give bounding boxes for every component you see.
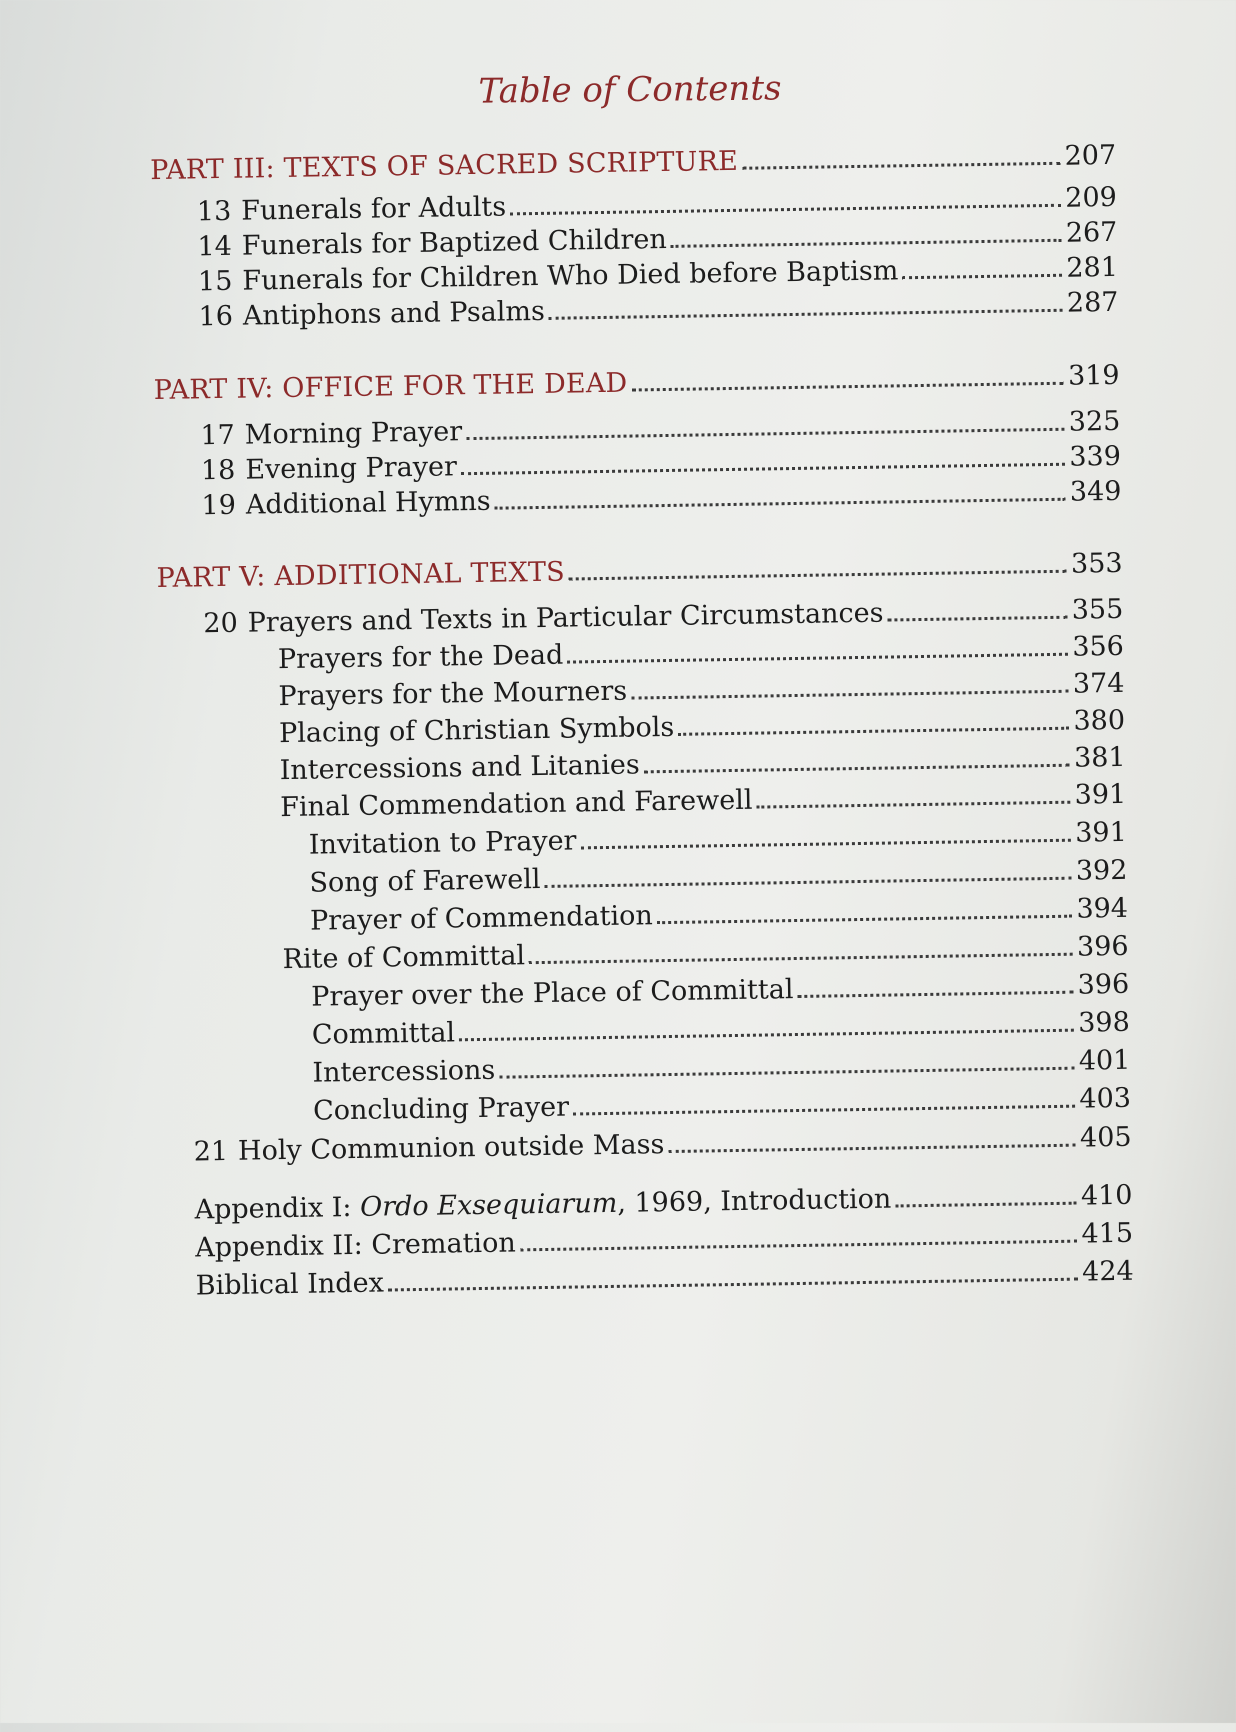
page-number: 287	[1066, 286, 1119, 319]
page-number: 380	[1073, 704, 1126, 737]
section-label: Intercessions and Litanies	[279, 749, 640, 787]
toc-section[interactable]	[280, 778, 1127, 824]
dot-leader	[678, 727, 1069, 736]
chapter-label: Additional Hymns	[245, 485, 491, 521]
page-number: 391	[1074, 778, 1127, 811]
toc-section[interactable]	[279, 741, 1126, 787]
dot-leader	[895, 1202, 1077, 1208]
dot-leader	[902, 274, 1062, 280]
page-number: 374	[1072, 667, 1125, 700]
dot-leader	[495, 498, 1066, 510]
chapter-number: 20	[203, 607, 238, 640]
page-number: 401	[1078, 1044, 1131, 1077]
dot-leader	[545, 877, 1072, 888]
section-label: Prayer over the Place of Committal	[311, 974, 794, 1013]
page-number: 396	[1077, 968, 1130, 1001]
toc-subsection[interactable]	[312, 1044, 1131, 1089]
dot-leader	[459, 1029, 1074, 1042]
dot-leader	[549, 309, 1063, 320]
section-label: Placing of Christian Symbols	[278, 711, 675, 750]
page-number: 403	[1079, 1082, 1132, 1115]
appendix-label: Appendix II: Cremation	[194, 1227, 516, 1264]
toc-chapter-20[interactable]	[203, 593, 1124, 640]
appendix-label	[194, 1183, 892, 1226]
toc-subsection[interactable]	[308, 816, 1128, 861]
part-label: PART IV: OFFICE FOR THE DEAD	[153, 367, 628, 407]
toc-chapter-13[interactable]	[196, 181, 1118, 228]
dot-leader	[520, 1240, 1078, 1252]
page-number: 424	[1081, 1255, 1134, 1288]
section-label: Prayer of Commendation	[309, 900, 654, 937]
appendix-label-prefix: Appendix I:	[194, 1191, 361, 1226]
chapter-number: 13	[196, 195, 232, 228]
page-number: 355	[1071, 593, 1124, 626]
dot-leader	[499, 1067, 1075, 1079]
toc-section[interactable]	[282, 930, 1129, 976]
page-number: 209	[1065, 181, 1118, 214]
section-label: Committal	[311, 1017, 456, 1051]
page-number: 392	[1075, 854, 1128, 887]
appendix-label-suffix: , 1969, Introduction	[617, 1183, 892, 1219]
toc-section[interactable]	[277, 630, 1125, 676]
chapter-label: Prayers and Texts in Particular Circumstances	[247, 597, 884, 639]
toc-part-4[interactable]	[153, 359, 1120, 407]
chapter-number: 19	[201, 489, 237, 522]
dot-leader	[466, 428, 1065, 440]
dot-leader	[567, 653, 1068, 664]
section-label: Intercessions	[312, 1054, 496, 1089]
section-label: Rite of Committal	[282, 940, 526, 976]
chapter-label: Funerals for Children Who Died before Baptism	[242, 255, 899, 297]
chapter-label: Morning Prayer	[244, 416, 463, 451]
page-number: 339	[1069, 440, 1122, 473]
chapter-label: Evening Prayer	[245, 451, 458, 486]
section-label: Final Commendation and Farewell	[280, 784, 753, 824]
page-number: 349	[1069, 475, 1122, 508]
toc-chapter-17[interactable]	[200, 405, 1121, 452]
dot-leader	[757, 801, 1071, 809]
appendix-label-italic: Ordo Exsequiarum	[359, 1187, 618, 1223]
page-number: 398	[1077, 1006, 1131, 1039]
part-label: PART V: ADDITIONAL TEXTS	[156, 556, 566, 595]
chapter-number: 17	[200, 419, 236, 452]
section-label: Prayers for the Dead	[277, 639, 564, 676]
section-label: Prayers for the Mourners	[278, 675, 628, 713]
page-number: 325	[1068, 405, 1121, 438]
chapter-number: 14	[197, 230, 233, 263]
dot-leader	[581, 839, 1072, 850]
page-title: Table of Contents	[478, 68, 782, 112]
section-label: Concluding Prayer	[312, 1091, 570, 1127]
dot-leader	[388, 1278, 1078, 1292]
dot-leader	[644, 764, 1070, 774]
toc-part-3[interactable]	[150, 139, 1117, 187]
page-number: 391	[1074, 816, 1128, 849]
dot-leader	[529, 953, 1073, 965]
dot-leader	[631, 382, 1064, 392]
toc-subsection[interactable]	[312, 1082, 1132, 1127]
chapter-label: Holy Communion outside Mass	[237, 1129, 665, 1167]
toc-part-5[interactable]	[156, 547, 1123, 595]
dot-leader	[668, 1144, 1076, 1153]
chapter-number: 21	[193, 1135, 229, 1168]
chapter-number: 16	[198, 300, 234, 333]
part-label: PART III: TEXTS OF SACRED SCRIPTURE	[150, 145, 739, 187]
dot-leader	[742, 162, 1061, 170]
page-number: 394	[1076, 892, 1129, 925]
toc-chapter-21[interactable]	[193, 1121, 1132, 1168]
chapter-number: 15	[197, 265, 233, 298]
dot-leader	[510, 204, 1061, 216]
page-number: 396	[1076, 930, 1129, 963]
dot-leader	[671, 239, 1062, 248]
toc-subsection[interactable]	[309, 854, 1128, 899]
toc-section[interactable]	[278, 704, 1126, 750]
page-number: 319	[1067, 359, 1120, 392]
page-number: 353	[1070, 547, 1123, 580]
chapter-label: Funerals for Adults	[241, 191, 507, 227]
section-label: Invitation to Prayer	[308, 825, 577, 861]
page-number: 267	[1065, 216, 1118, 249]
page-number: 381	[1073, 741, 1126, 774]
dot-leader	[631, 690, 1069, 700]
toc-subsection[interactable]	[311, 1006, 1131, 1051]
page-number: 281	[1066, 251, 1119, 284]
page-number: 410	[1080, 1179, 1133, 1212]
toc-subsection[interactable]	[311, 968, 1130, 1013]
page-number: 356	[1072, 630, 1125, 663]
appendix-label: Biblical Index	[195, 1267, 385, 1302]
section-label: Song of Farewell	[309, 864, 541, 899]
dot-leader	[461, 463, 1066, 475]
dot-leader	[888, 616, 1068, 622]
page-number: 415	[1081, 1217, 1134, 1250]
dot-leader	[573, 1105, 1076, 1116]
toc-appendix-2[interactable]	[194, 1217, 1134, 1264]
chapter-number: 18	[200, 454, 236, 487]
chapter-label: Funerals for Baptized Children	[241, 223, 667, 262]
toc-biblical-index[interactable]	[195, 1255, 1134, 1302]
toc-subsection[interactable]	[309, 892, 1129, 937]
page-number: 405	[1079, 1121, 1132, 1154]
dot-leader	[657, 915, 1073, 925]
page-number: 207	[1064, 139, 1117, 172]
dot-leader	[798, 991, 1074, 998]
toc-appendix-1[interactable]	[194, 1179, 1133, 1226]
toc-section[interactable]	[278, 667, 1125, 713]
dot-leader	[569, 570, 1067, 581]
chapter-label: Antiphons and Psalms	[242, 295, 546, 332]
